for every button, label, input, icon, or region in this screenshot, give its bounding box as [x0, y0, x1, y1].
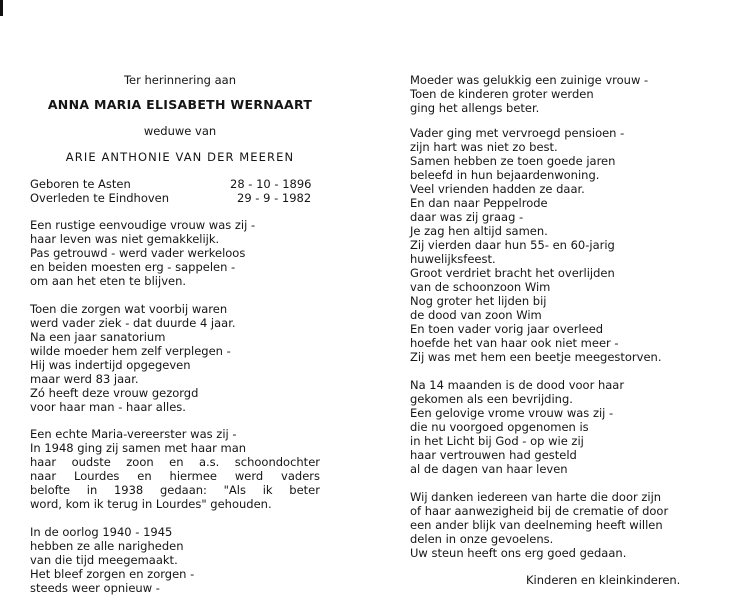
left-line: Na een jaar sanatorium [30, 330, 166, 344]
left-line: en beiden moesten erg - sappelen - [30, 260, 236, 274]
right-line: En dan naar Peppelrode [410, 196, 548, 210]
left-line: Toen die zorgen wat voorbij waren [30, 302, 228, 316]
right-line: al de dagen van haar leven [410, 462, 568, 476]
left-line: Hij was indertijd opgegeven [30, 358, 191, 372]
right-line: zijn hart was niet zo best. [410, 140, 558, 154]
right-line: Zij vierden daar hun 55- en 60-jarig [410, 238, 615, 252]
widow-of-text: weduwe van [143, 124, 217, 138]
died-label: Overleden te Eindhoven [30, 191, 170, 205]
died-date: 29 - 9 - 1982 [237, 191, 312, 205]
born-label: Geboren te Asten [30, 177, 131, 191]
right-line: Moeder was gelukkig een zuinige vrouw - [410, 73, 649, 87]
left-line: van die tijd meegemaakt. [30, 553, 178, 567]
right-line: hoefde het van haar ook niet meer - [410, 336, 619, 350]
left-line: Een rustige eenvoudige vrouw was zij - [30, 218, 256, 232]
right-line: ging het allengs beter. [410, 101, 540, 115]
right-line: delen in onze gevoelens. [410, 532, 554, 546]
left-line: hebben ze alle narigheden [30, 539, 184, 553]
right-line: die nu voorgoed opgenomen is [410, 420, 589, 434]
left-line: Pas getrouwd - werd vader werkeloos [30, 246, 246, 260]
right-line: haar vertrouwen had gesteld [410, 448, 577, 462]
deceased-name: ANNA MARIA ELISABETH WERNAART [47, 97, 313, 112]
right-line: Je zag hen altijd samen. [410, 224, 548, 238]
scan-edge-mark [0, 0, 3, 16]
right-line: Wij danken iedereen van harte die door zijn [410, 490, 662, 504]
right-line: de dood van zoon Wim [410, 308, 542, 322]
left-line: om aan het eten te blijven. [30, 274, 187, 288]
born-date: 28 - 10 - 1896 [230, 177, 312, 191]
left-line: In 1948 ging zij samen met haar man [30, 441, 247, 455]
spouse-name: ARIE ANTHONIE VAN DER MEEREN [65, 150, 295, 164]
right-line: een ander blijk van deelneming heeft willen [410, 518, 663, 532]
left-line: Zó heeft deze vrouw gezorgd [30, 386, 199, 400]
right-line: Uw steun heeft ons erg goed gedaan. [410, 546, 627, 560]
right-line: Samen hebben ze toen goede jaren [410, 154, 616, 168]
left-line: voor haar man - haar alles. [30, 400, 186, 414]
signature: Kinderen en kleinkinderen. [526, 573, 681, 587]
right-line: gekomen als een bevrijding. [410, 392, 573, 406]
right-line: Groot verdriet bracht het overlijden [410, 266, 615, 280]
left-line: belofte in 1938 gedaan: "Als ik beter [30, 483, 320, 497]
right-line: En toen vader vorig jaar overleed [410, 322, 604, 336]
right-line: Vader ging met vervroegd pensioen - [410, 126, 625, 140]
right-line: daar was zij graag - [410, 210, 524, 224]
left-line: werd vader ziek - dat duurde 4 jaar. [30, 316, 236, 330]
left-line: Een echte Maria-vereerster was zij - [30, 427, 237, 441]
right-line: Zij was met hem een beetje meegestorven. [410, 350, 662, 364]
left-line: haar leven was niet gemakkelijk. [30, 232, 220, 246]
left-line: maar werd 83 jaar. [30, 372, 139, 386]
left-line: wilde moeder hem zelf verplegen - [30, 344, 231, 358]
right-line: van de schoonzoon Wim [410, 280, 551, 294]
left-line: word, kom ik terug in Lourdes" gehouden. [30, 497, 272, 511]
right-line: in het Licht bij God - op wie zij [410, 434, 584, 448]
intro-text: Ter herinnering aan [123, 73, 237, 87]
right-line: Toen de kinderen groter werden [410, 87, 594, 101]
left-line: In de oorlog 1940 - 1945 [30, 525, 173, 539]
left-line: Het bleef zorgen en zorgen - [30, 567, 195, 581]
right-line: Na 14 maanden is de dood voor haar [410, 378, 625, 392]
left-line: haar oudste zoon en a.s. schoondochter [30, 455, 320, 469]
right-line: Een gelovige vrome vrouw was zij - [410, 406, 614, 420]
left-line: naar Lourdes en hiermee werd vaders [30, 469, 320, 483]
right-line: Nog groter het lijden bij [410, 294, 547, 308]
left-line: steeds weer opnieuw - [30, 581, 160, 595]
right-line: huwelijksfeest. [410, 252, 496, 266]
right-line: Veel vrienden hadden ze daar. [410, 182, 585, 196]
right-line: of haar aanwezigheid bij de crematie of door [410, 504, 669, 518]
right-line: beleefd in hun bejaardenwoning. [410, 168, 600, 182]
